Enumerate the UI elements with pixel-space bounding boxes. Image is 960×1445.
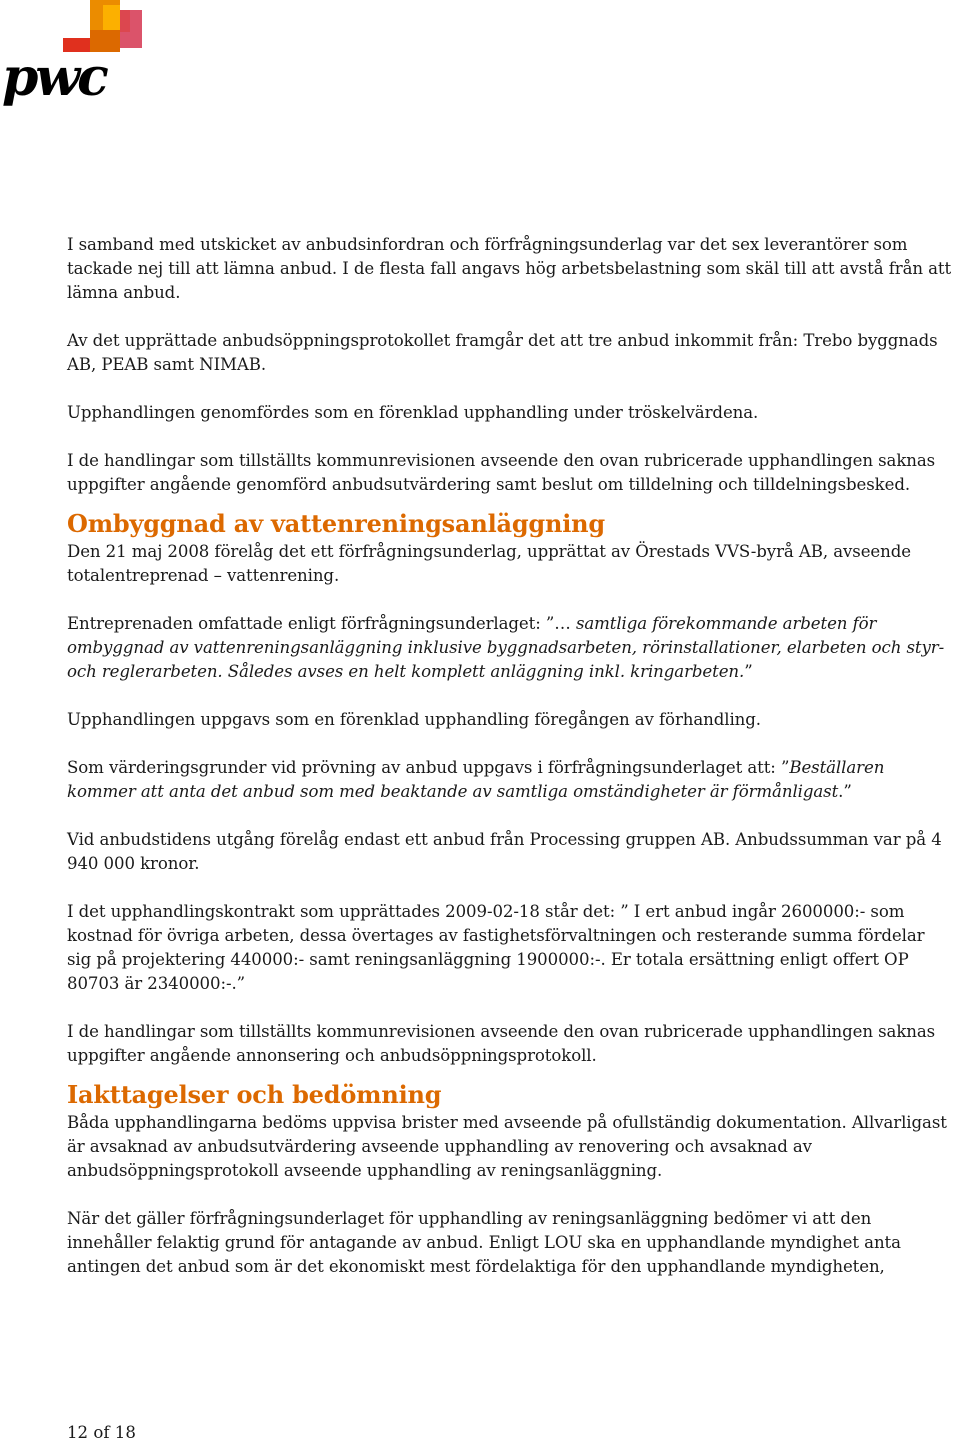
paragraph-contract-scope <box>67 612 952 684</box>
criteria-quote: Beställaren kommer att anta det anbud som med beaktande av samtliga omständigheter är förmånligast <box>67 758 885 801</box>
paragraph-incorrect-award-basis: När det gäller förfrågningsunderlaget för upphandling av reningsanläggning bedömer vi att den innehåller felaktig grund för antagande av anbud. Enligt LOU ska en upphandlande myndighet anta antingen det anbud som är det ekonomiskt mest fördelaktiga för den upphandlande myndigheten, <box>67 1209 901 1276</box>
criteria-intro: Som värderingsgrunder vid prövning av anbud uppgavs i förfrågningsunderlaget att: ” <box>67 758 790 777</box>
logo-block-rose-light <box>120 10 130 32</box>
paragraph-procurement-contract: I det upphandlingskontrakt som upprättades 2009-02-18 står det: ” I ert anbud ingår 2600000:- som kostnad för övriga arbeten, dessa övertages av fastighetsförvaltningen och resterande summa fördelar sig på projektering 440000:- samt reningsanläggning 1900000:-. Er totala ersättning enligt offert OP 80703 är 2340000:-.” <box>67 902 925 993</box>
paragraph-tender-documents: Den 21 maj 2008 förelåg det ett förfrågningsunderlag, upprättat av Örestads VVS-byrå AB, avseende totalentreprenad – vattenrening. <box>67 542 911 585</box>
heading-observations-assessment: Iakttagelser och bedömning <box>67 1080 442 1109</box>
paragraph-missing-evaluation: I de handlingar som tillställts kommunrevisionen avseende den ovan rubricerade upphandlingen saknas uppgifter angående genomförd anbudsutvärdering samt beslut om tilldelning och tilldelningsbesked. <box>67 451 936 494</box>
paragraph-simplified-procurement: Upphandlingen genomfördes som en förenklad upphandling under tröskelvärdena. <box>67 403 759 422</box>
pwc-logo <box>0 0 150 115</box>
paragraph-bid-opening-protocol: Av det upprättade anbudsöppningsprotokollet framgår det att tre anbud inkommit från: Trebo byggnads AB, PEAB samt NIMAB. <box>67 331 938 374</box>
document-body <box>67 233 952 1303</box>
logo-block-yellow <box>103 5 120 30</box>
scope-intro: Entreprenaden omfattade enligt förfrågningsunderlaget: ”… <box>67 614 576 633</box>
paragraph-evaluation-criteria <box>67 756 952 804</box>
paragraph-single-bid: Vid anbudstidens utgång förelåg endast ett anbud från Processing gruppen AB. Anbudssumman var på 4 940 000 kronor. <box>67 830 942 873</box>
paragraph-documentation-deficiencies: Båda upphandlingarna bedöms uppvisa brister med avseende på ofullständig dokumentation. Allvarligast är avsaknad av anbudsutvärdering avseende upphandling av renovering och avsaknad av anbudsöppningsprotokoll avseende upphandling av reningsanläggning. <box>67 1113 947 1180</box>
criteria-quote-end: .” <box>838 782 852 801</box>
paragraph-suppliers-declined: I samband med utskicket av anbudsinfordran och förfrågningsunderlag var det sex leverantörer som tackade nej till att lämna anbud. I de flesta fall angavs hög arbetsbelastning som skäl till att avstå från att lämna anbud. <box>67 235 952 302</box>
heading-water-treatment-rebuild: Ombyggnad av vattenreningsanläggning <box>67 509 606 538</box>
logo-wordmark: pwc <box>2 47 106 108</box>
paragraph-missing-advertising: I de handlingar som tillställts kommunrevisionen avseende den ovan rubricerade upphandlingen saknas uppgifter angående annonsering och anbudsöppningsprotokoll. <box>67 1022 936 1065</box>
scope-quote: samtliga förekommande arbeten för ombyggnad av vattenreningsanläggning inklusive byggnadsarbeten, rörinstallationer, elarbeten och styr- och reglerarbeten. Således avses en helt komplett anläggning inkl. kringarbeten. <box>67 614 945 681</box>
paragraph-negotiated-procurement: Upphandlingen uppgavs som en förenklad upphandling föregången av förhandling. <box>67 710 761 729</box>
page-number: 12 of 18 <box>67 1423 136 1442</box>
scope-quote-end: ” <box>744 662 753 681</box>
